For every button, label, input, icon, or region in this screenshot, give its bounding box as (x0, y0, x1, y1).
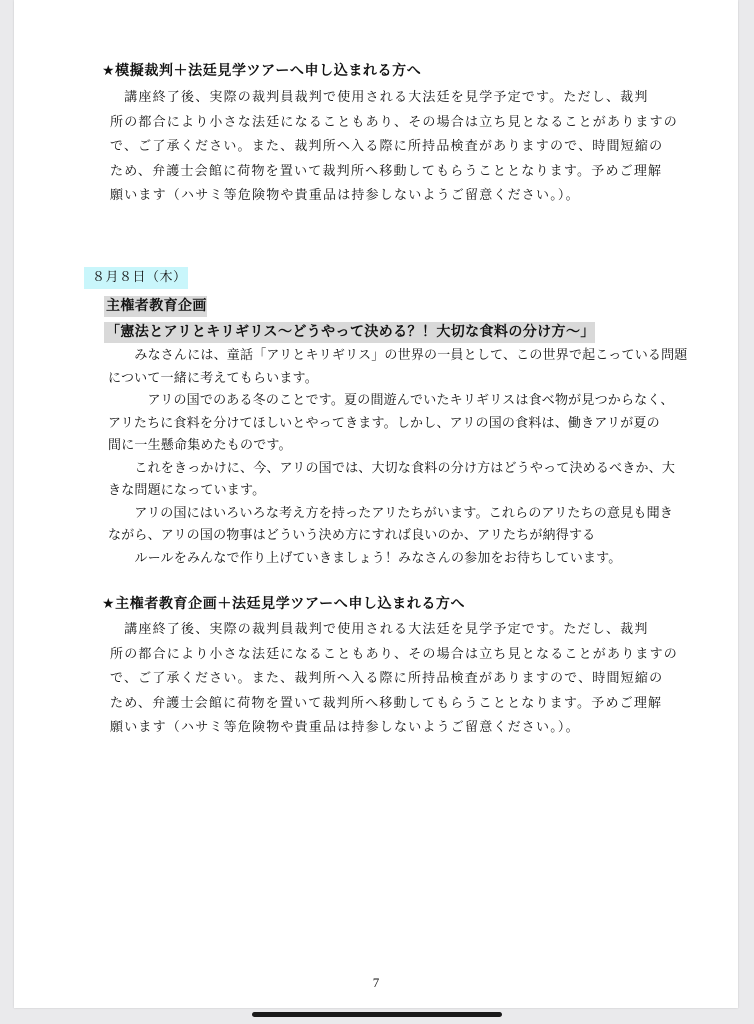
home-indicator[interactable] (252, 1012, 502, 1017)
paragraph-line: 所の都合により小さな法廷になることもあり、その場合は立ち見となることがありますの (110, 114, 679, 130)
paragraph-line: で、ご了承ください。また、裁判所へ入る際に所持品検査がありますので、時間短縮の (110, 139, 664, 154)
paragraph-line: ため、弁護士会館に荷物を置いて裁判所へ移動してもらうこととなります。予めご理解 (110, 695, 663, 711)
section-paragraph-civic-education (110, 618, 679, 741)
document-page (14, 0, 738, 1008)
program-label: 主権者教育企画 (104, 296, 207, 317)
page-number: 7 (372, 975, 380, 990)
description-line: アリたちに食料を分けてほしいとやってきます。しかし、アリの国の食料は、働きアリが夏の (108, 415, 660, 431)
paragraph-line: で、ご了承ください。また、裁判所へ入る際に所持品検査がありますので、時間短縮の (110, 671, 664, 686)
description-line: きな問題になっています。 (108, 483, 266, 498)
paragraph-line: 講座終了後、実際の裁判員裁判で使用される大法廷を見学予定です。ただし、裁判 (110, 90, 649, 105)
program-title: 「憲法とアリとキリギリス～どうやって決める？！大切な食料の分け方～」 (104, 322, 595, 343)
section-heading-civic-education: ★主権者教育企画＋法廷見学ツアーへ申し込まれる方へ (102, 596, 466, 612)
description-line: みなさんには、童話「アリとキリギリス」の世界の一員として、この世界で起こっている問題 (108, 348, 688, 363)
section-heading-mock-trial: ★模擬裁判＋法廷見学ツアーへ申し込まれる方へ (102, 63, 422, 79)
description-line: これをきっかけに、今、アリの国では、大切な食料の分け方はどうやって決めるべきか、大 (108, 460, 676, 476)
paragraph-line: 所の都合により小さな法廷になることもあり、その場合は立ち見となることがありますの (110, 646, 679, 662)
paragraph-line: 講座終了後、実際の裁判員裁判で使用される大法廷を見学予定です。ただし、裁判 (110, 622, 649, 637)
description-line: ルールをみんなで作り上げていきましょう！みなさんの参加をお待ちしています。 (108, 550, 622, 566)
paragraph-line: 願います（ハサミ等危険物や貴重品は持参しないようご留意ください。）。 (110, 188, 580, 203)
paragraph-line: ため、弁護士会館に荷物を置いて裁判所へ移動してもらうこととなります。予めご理解 (110, 163, 663, 179)
description-line: ながら、アリの国の物事はどういう決め方にすれば良いのか、アリたちが納得する (108, 528, 596, 543)
description-line: アリの国でのある冬のことです。夏の間遊んでいたキリギリスは食べ物が見つからなく、 (108, 393, 674, 408)
paragraph-line: 願います（ハサミ等危険物や貴重品は持参しないようご留意ください。）。 (110, 720, 580, 735)
description-line: アリの国にはいろいろな考え方を持ったアリたちがいます。これらのアリたちの意見も聞き (108, 505, 674, 521)
description-line: について一緒に考えてもらいます。 (108, 370, 318, 386)
description-line: 間に一生懸命集めたものです。 (108, 438, 292, 453)
section-paragraph-mock-trial (110, 86, 679, 209)
date-label: ８月８日（木） (84, 267, 188, 289)
program-description (108, 345, 688, 570)
